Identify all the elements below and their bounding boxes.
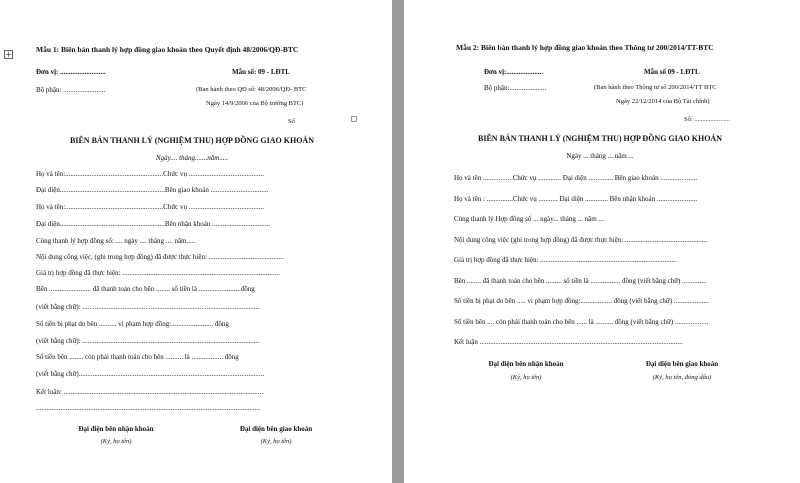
issued-by-line-2: Ngày 22/12/2014 của Bộ Tài chính) — [616, 98, 710, 105]
signature-receiver-note: (Ký, họ tên) — [510, 374, 542, 381]
unit-label: Đơn vị: .......................... — [36, 68, 106, 76]
form-line: Số tiền bên ........ còn phải thanh toán cho bên .......... là .................. đồng — [36, 353, 239, 361]
document-page-right — [404, 0, 800, 483]
form-line: Họ và tên : ...............Chức vụ ........... Đại diện ............. Bên nhận khoán ....................... — [454, 195, 698, 203]
document-page-left — [0, 0, 392, 483]
department-label: Bộ phận:..................... — [484, 84, 547, 92]
signature-giver-title: Đại diện bên giao khoán — [645, 360, 719, 368]
form-header: Mẫu 1: Biên bản thanh lý hợp đồng giao khoán theo Quyết định 48/2006/QĐ-BTC — [36, 45, 299, 54]
table-move-handle-icon[interactable]: + — [5, 50, 12, 59]
form-line: Giá trị hợp đồng đã thực hiện: .......................................................................................... — [36, 269, 280, 277]
form-line: Họ và tên:........................................................Chức vụ ........................................... — [36, 203, 264, 211]
issued-by-line-1: (Ban hành theo Thông tư số 200/2014/TT BTC — [594, 84, 717, 91]
form-line: Số tiền bị phạt do bên ..... vi phạm hợp đồng:.................. đồng (viết bằng chữ) .................... — [454, 297, 709, 305]
form-line: ................................................................................................................................ — [36, 404, 260, 412]
form-line: Họ và tên:........................................................Chức vụ ........................................... — [36, 170, 264, 178]
signature-giver-note: (Ký, họ tên) — [260, 438, 292, 445]
form-line: Cùng thanh lý hợp đồng số: .... ngày .... tháng .... năm..... — [36, 237, 196, 245]
signature-receiver-note: (Ký, họ tên) — [100, 438, 132, 445]
form-line: Số tiền bên .... còn phải thanh toán cho bên ...... là .......... đồng (viết bằng chữ) ................... — [454, 318, 709, 326]
form-line: Bên ........ đã thanh toán cho bên ......... số tiền là ................. đồng (viết bằng chữ) .............. — [454, 277, 707, 285]
form-number: Mẫu số: 09 - LĐTL — [232, 68, 290, 76]
issued-by-line-1: (Ban hành theo QĐ số: 48/2006/QĐ- BTC — [196, 86, 307, 93]
document-title: BIÊN BẢN THANH LÝ (NGHIỆM THU) HỢP ĐỒNG GIAO KHOÁN — [70, 136, 314, 145]
form-line: Cùng thanh lý Hợp đồng số ... ngày... tháng ... năm ... — [454, 215, 604, 223]
signature-receiver-title: Đại diện bên nhận khoán — [488, 360, 564, 368]
unit-label: Đơn vị:..................... — [484, 68, 544, 76]
form-line: Nội dung công việc, (ghi trong hợp đồng) đã được thực hiện: ........................................... — [36, 253, 284, 261]
document-number: Số: ...................... — [684, 116, 731, 123]
form-line: Bên ........................ đã thanh toán cho bên ........ số tiền là ........................đồng — [36, 285, 255, 293]
form-header: Mẫu 2: Biên bản thanh lý hợp đồng giao khoán theo Thông tư 200/2014/TT-BTC — [456, 43, 714, 52]
form-line: (viết bằng chữ): ..................................................................................................... — [36, 337, 260, 345]
signature-giver-note: (Ký, họ tên, đóng dấu) — [652, 374, 712, 381]
date-line: Ngày.... tháng.......năm..... — [155, 154, 229, 162]
form-number: Mẫu số 09 - LĐTL — [644, 68, 700, 76]
signature-giver-title: Đại diện bên giao khoán — [239, 425, 313, 433]
form-line: (viết bằng chữ): ..................................................................................................... — [36, 303, 260, 311]
form-line: Giá trị hợp đồng đã thực hiện: .............................................................................. — [454, 256, 677, 264]
form-line: Kết luận: .................................................................................................................. — [36, 388, 264, 396]
form-line: Đại diện............................................................Bên giao khoán ................................. — [36, 186, 269, 194]
document-number: Số — [288, 118, 295, 125]
date-line: Ngày ... tháng ... năm ... — [566, 152, 634, 160]
issued-by-line-2: Ngày 14/9/2006 của Bộ trưởng BTC) — [206, 100, 304, 107]
form-line: Nội dung công việc (ghi trong hợp đồng) đã được thực hiện: ............................................... — [454, 236, 708, 244]
signature-receiver-title: Đại diện bên nhận khoán — [78, 425, 154, 433]
form-line: Họ và tên .................Chức vụ ............. Đại diện .............. Bên giao khoán ..................... — [454, 174, 698, 182]
form-line: Kết luận .................................................................................................................... — [454, 338, 683, 346]
form-line: Đại diện............................................................Bên nhận khoán ................................. — [36, 220, 270, 228]
document-title: BIÊN BẢN THANH LÝ (NGHIỆM THU) HỢP ĐỒNG GIAO KHOÁN — [478, 134, 722, 143]
anchor-box — [351, 116, 357, 122]
form-line: Số tiền bị phạt do bên .......... vi phạm hợp đồng:........................ đồng — [36, 320, 229, 328]
department-label: Bộ phận: ........................ — [36, 86, 106, 94]
form-line: (viết bằng chữ).......................................................................................................... — [36, 370, 265, 378]
